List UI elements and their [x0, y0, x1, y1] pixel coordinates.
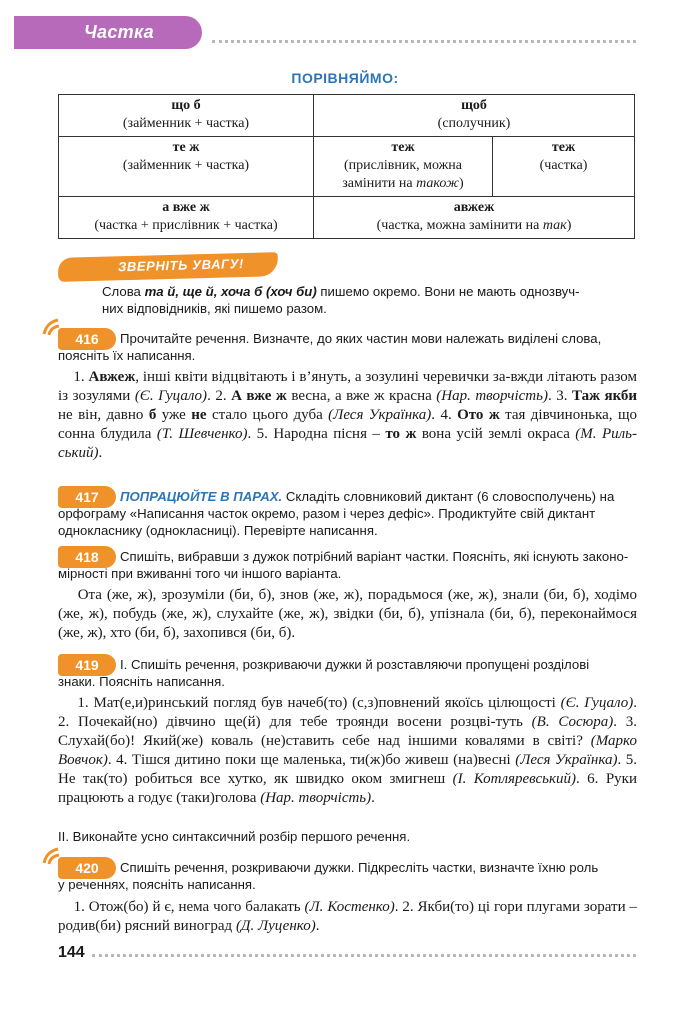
compare-table: [58, 94, 635, 239]
attention-banner: [58, 252, 279, 282]
pair-work-label: ПОПРАЦЮЙТЕ В ПАРАХ.: [120, 489, 283, 504]
exercise-number-416: 416: [58, 328, 116, 350]
attention-label: ЗВЕРНІТЬ УВАГУ!: [117, 256, 245, 275]
cell-tezh-particle: теж (частка): [493, 137, 635, 197]
ex416-task-2: поясніть їх написання.: [58, 348, 196, 363]
ex419-task: І. Спишіть речення, розкриваючи дужки й розставляючи пропущені розділові: [120, 657, 590, 672]
cell-tezh-adverb: теж (прислівник, можна замінити на також): [314, 137, 493, 197]
ex419-task-3: ІІ. Виконайте усно синтаксичний розбір першого речення.: [58, 829, 411, 844]
ex418-task: Спишіть, вибравши з дужок потрібний варіант частки. Поясніть, які існують законо-: [120, 549, 629, 564]
compare-title: ПОРІВНЯЙМО:: [291, 70, 399, 86]
ex416-text: 1. Авжеж, інші квіти відцвітають і в’януть, а зозулині черевички за-вжди літають разом із зозулями (Є. Гуцало). 2. А вже ж весна, а вже ж красна (Нар. творчість). 3. Таж якби не він, давно б уже не стало цього дуба (Леся Українка). 4. Ото ж тая дівчинонька, що сонна блудила (Т. Шевченко). 5. Народна пісня – то ж вона усій землі окраса (М. Риль-ський).: [58, 369, 638, 461]
exercise-number-418: 418: [58, 546, 116, 568]
ex418-text: Ота (же, ж), зрозуміли (би, б), знов (же, ж), порадьмося (же, ж), знали (би, б), ходімо (же, ж), побудь (же, ж), слухайте (же, ж), звідки (би, б), упізнала (би, б), переконаймося (же, ж), хто (би, б), захопився (би, б).: [58, 587, 637, 641]
cell-a-vzhe-zh: а вже ж (частка + прислівник + частка): [59, 197, 314, 239]
section-title: Частка: [84, 22, 154, 42]
cell-te-zh: те ж (займенник + частка): [59, 137, 314, 197]
ex419-task-2: знаки. Поясніть написання.: [58, 674, 225, 689]
exercise-number-419: 419: [58, 654, 116, 676]
ex420-task: Спишіть речення, розкриваючи дужки. Підкресліть частки, визначте їхню роль: [120, 860, 599, 875]
footer-divider: [92, 954, 636, 957]
cell-avzhezh: авжеж (частка, можна замінити на так): [314, 197, 635, 239]
ex420-text: 1. Отож(бо) й є, нема чого балакать (Л. Костенко). 2. Якби(то) ці гори плугами зорати – родив(би) рясний виноград (Д. Луценко).: [58, 899, 638, 934]
cell-shcho-b: що б (займенник + частка): [59, 95, 314, 137]
exercise-number-417: 417: [58, 486, 116, 508]
cell-shchob: щоб (сполучник): [314, 95, 635, 137]
attention-text: Слова та й, ще й, хоча б (хоч би) пишемо окремо. Вони не мають однозвуч- них відповідників, які пишемо разом.: [102, 284, 580, 316]
ex416-task: Прочитайте речення. Визначте, до яких частин мови належать виділені слова,: [120, 331, 602, 346]
ex419-text: 1. Мат(е,и)ринський погляд був начеб(то) (с,з)повнений якоїсь цілющості (Є. Гуцало). 2. Почекай(но) дівчино ще(й) для тебе троянди восени розцві-туть (В. Сосюра). 3. Слухай(бо)! Який(же) коваль (не)ставить себе над іншими ковалями в світі? (Марко Вовчок). 4. Тішся дитино поки ще маленька, ти(ж)бо живеш (на)весні (Леся Українка). 5. Не так(то) робиться все хутко, як швидко оком змигнеш (І. Котляревський). 6. Руки працюють а годує (таки)голова (Нар. творчість).: [58, 695, 638, 806]
ex417-task-2: орфограму «Написання часток окремо, разом і через дефіс». Продиктуйте свій диктант однокласнику (однокласниці). Перевірте написання.: [58, 506, 596, 538]
ex417-task: ПОПРАЦЮЙТЕ В ПАРАХ. Складіть словниковий диктант (6 словосполучень) на: [120, 489, 615, 504]
header-divider: [212, 40, 636, 43]
ex420-task-2: у реченнях, поясніть написання.: [58, 877, 256, 892]
exercise-number-420: 420: [58, 857, 116, 879]
page-number: 144: [58, 944, 85, 961]
ex418-task-2: мірності при вживанні того чи іншого варіанта.: [58, 566, 342, 581]
